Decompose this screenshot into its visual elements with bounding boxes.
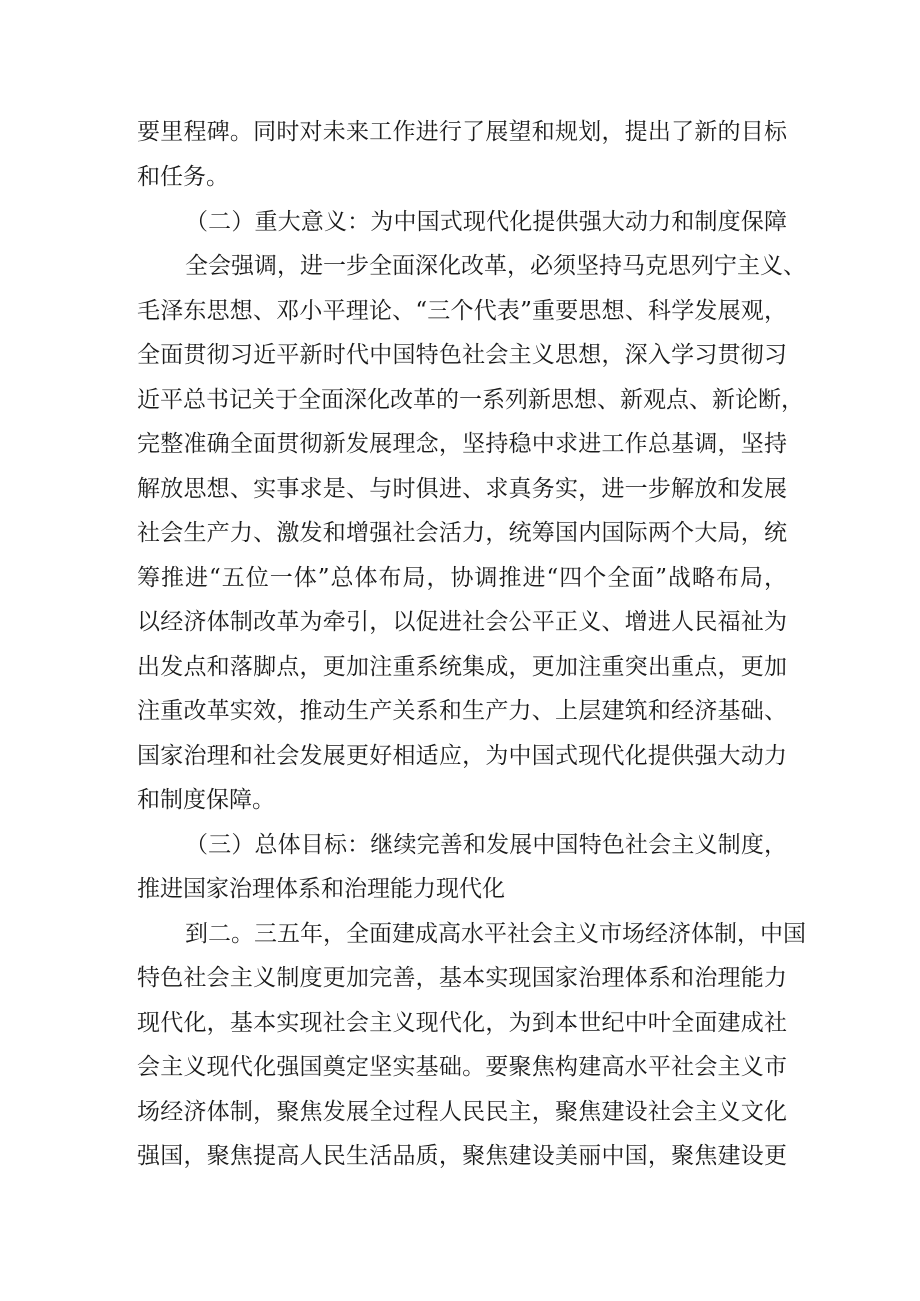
text-line-10: 社会生产力、激发和增强社会活力，统筹国内国际两个大局，统 — [137, 520, 787, 546]
text-line-2: 和任务。 — [137, 164, 229, 190]
text-line-24: 强国，聚焦提高人民生活品质，聚焦建设美丽中国，聚焦建设更 — [137, 1143, 787, 1169]
text-line-8: 完整准确全面贯彻新发展理念，坚持稳中求进工作总基调，坚持 — [137, 431, 787, 457]
text-line-16: 和制度保障。 — [137, 787, 275, 813]
text-line-19: 到二。三五年，全面建成高水平社会主义市场经济体制，中国 — [185, 921, 806, 947]
text-line-11: 筹推进“五位一体”总体布局，协调推进“四个全面”战略布局， — [137, 565, 787, 591]
text-line-14: 注重改革实效，推动生产关系和生产力、上层建筑和经济基础、 — [137, 698, 787, 724]
text-line-7: 近平总书记关于全面深化改革的一系列新思想、新观点、新论断， — [137, 387, 804, 413]
text-line-6: 全面贯彻习近平新时代中国特色社会主义思想，深入学习贯彻习 — [137, 342, 787, 368]
text-line-15: 国家治理和社会发展更好相适应，为中国式现代化提供强大动力 — [137, 743, 787, 769]
text-line-4: 全会强调，进一步全面深化改革，必须坚持马克思列宁主义、 — [185, 253, 806, 279]
text-line-1: 要里程碑。同时对未来工作进行了展望和规划，提出了新的目标 — [137, 119, 787, 145]
text-line-12: 以经济体制改革为牵引，以促进社会公平正义、增进人民福祉为 — [137, 609, 787, 635]
text-line-5: 毛泽东思想、邓小平理论、“三个代表”重要思想、科学发展观， — [137, 298, 787, 324]
section-heading-3-cont: 推进国家治理体系和治理能力现代化 — [137, 876, 505, 902]
text-line-13: 出发点和落脚点，更加注重系统集成，更加注重突出重点，更加 — [137, 654, 787, 680]
text-line-23: 场经济体制，聚焦发展全过程人民民主，聚焦建设社会主义文化 — [137, 1099, 787, 1125]
section-heading-3: （三）总体目标：继续完善和发展中国特色社会主义制度， — [185, 832, 787, 858]
text-line-20: 特色社会主义制度更加完善，基本实现国家治理体系和治理能力 — [137, 965, 787, 991]
section-heading-2: （二）重大意义：为中国式现代化提供强大动力和制度保障 — [185, 209, 787, 235]
text-line-9: 解放思想、实事求是、与时俱进、求真务实，进一步解放和发展 — [137, 476, 787, 502]
text-line-21: 现代化，基本实现社会主义现代化，为到本世纪中叶全面建成社 — [137, 1010, 787, 1036]
text-line-22: 会主义现代化强国奠定坚实基础。要聚焦构建高水平社会主义市 — [137, 1054, 787, 1080]
